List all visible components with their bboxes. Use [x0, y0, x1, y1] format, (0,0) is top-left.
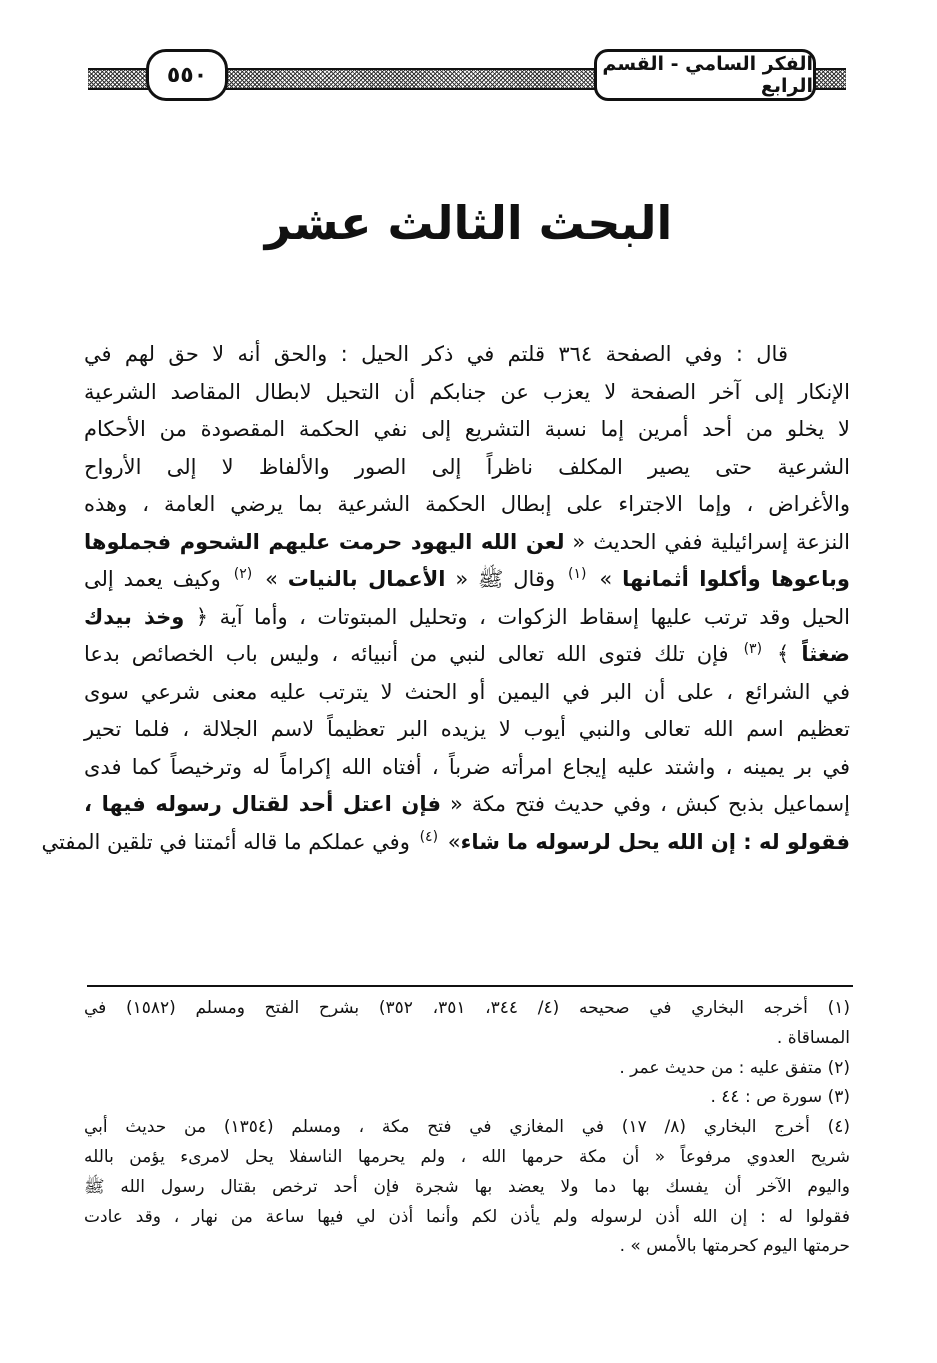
footnote-ref[interactable]: (٤): [419, 828, 439, 845]
running-title: الفكر السامي - القسم الرابع: [594, 49, 816, 101]
footnote-ref[interactable]: (١): [568, 566, 587, 582]
quote-mark: »: [265, 567, 278, 591]
footnote-ref[interactable]: (٢): [233, 566, 253, 582]
body-line: [84, 524, 850, 562]
hadith-quote: فإن اعتل أحد لقتال رسوله فيها ،: [84, 792, 441, 816]
footnote-3: (٣) سورة ص : ٤٤ .: [710, 1087, 850, 1108]
footnote-separator: [87, 985, 853, 987]
hadith-quote: فقولو له : إن الله يحل لرسوله ما شاء: [460, 829, 850, 854]
body-line: والأغراض ، وإما الاجتراء على إبطال الحكمة الشرعية بما يرضي العامة ، وهذه: [84, 492, 850, 516]
quran-quote: وخذ بيدك: [84, 604, 185, 629]
footnote-4-cont: فقولوا له : إن الله أذن لرسوله ولم يأذن لكم وأنما أذن لي فيها ساعة من نهار ، وقد عادت: [84, 1206, 850, 1227]
hadith-quote: الأعمال بالنيات: [287, 567, 446, 591]
footnote-4-cont: شريح العدوي مرفوعاً « أن مكة حرمها الله ، ولم يحرمها الناسفلا يحل لامرىء يؤمن بالله: [84, 1146, 850, 1167]
quote-mark: ﴾: [777, 642, 790, 666]
page-number: ٥٥٠: [146, 49, 228, 101]
body-text-run: وقال ﷺ «: [455, 567, 556, 591]
body-line: قال : وفي الصفحة ٣٦٤ قلتم في ذكر الحيل : والحق أنه لا حق لهم في: [84, 342, 788, 366]
footnote-4-cont: حرمتها اليوم كحرمتها بالأمس » .: [619, 1236, 850, 1257]
footnote-4: (٤) أخرج البخاري (٨/ ١٧) في المغازي في فتح مكة ، ومسلم (١٣٥٤) من حديث أبي: [84, 1117, 851, 1138]
body-paragraph: [41, 336, 850, 861]
body-line: في بر يمينه ، واشتد عليه إيجاع امرأته ضرباً ، أفتاه الله إكراماً له وترخيصاً كما فدى: [84, 754, 850, 779]
page-header: [88, 44, 846, 108]
footnote-ref[interactable]: (٣): [743, 641, 763, 657]
quote-mark: »: [599, 567, 613, 591]
footnote-1-cont: المساقاة .: [776, 1027, 850, 1048]
footnotes: [84, 994, 850, 1262]
footnote-4-cont: واليوم الآخر أن يفسك بها دما ولا يعضد بها شجرة فإن أحد ترخص بقتال رسول الله ﷺ: [84, 1176, 850, 1197]
hadith-quote: لعن الله اليهود حرمت عليهم الشحوم فجملوها: [84, 529, 565, 554]
body-line: [84, 786, 850, 824]
body-line: الإنكار إلى آخر الصفحة لا يعزب عن جنابكم أن التحيل لابطال المقاصد الشرعية: [84, 379, 850, 404]
body-line: [84, 561, 850, 599]
body-line: لا يخلو من أحد أمرين إما نسبة التشريع إلى نفي الحكمة المقصودة من الأحكام: [84, 417, 850, 441]
body-line: في الشرائع ، على أن البر في اليمين أو الحنث لا يترتب عليه معنى شرعي سوى: [84, 679, 850, 704]
quote-mark: »: [447, 829, 461, 854]
body-text-run: فإن تلك فتوى الله تعالى لنبي من أنبيائه ، وليس باب الخصائص بدعا: [84, 642, 729, 666]
quran-quote: ضغثاً: [801, 642, 850, 666]
hadith-quote: وباعوها وأكلوا أثمانها: [622, 567, 850, 591]
body-line: تعظيم اسم الله تعالى والنبي أيوب لا يزيده البر تعظيماً لاسم الجلالة ، فلما تحير: [84, 717, 850, 741]
body-text-run: النزعة إسرائيلية ففي الحديث «: [572, 529, 850, 554]
body-text-run: إسماعيل بذبح كبش ، وفي حديث فتح مكة «: [450, 792, 850, 816]
body-line: [84, 599, 850, 637]
body-text-run: وكيف يعمد إلى: [84, 567, 221, 591]
body-line: [41, 824, 850, 862]
chapter-heading: البحث الثالث عشر: [264, 196, 673, 250]
footnote-2: (٢) متفق عليه : من حديث عمر .: [619, 1057, 850, 1078]
body-line: [84, 636, 850, 674]
body-text-run: وفي عملكم ما قاله أئمتنا في تلقين المفتي: [41, 829, 410, 854]
footnote-1: (١) أخرجه البخاري في صحيحه (٤/ ٣٤٤، ٣٥١، ٣٥٢) بشرح الفتح ومسلم (١٥٨٢) في: [84, 998, 850, 1018]
body-line: الشرعية حتى يصير المكلف ناظراً إلى الصور والألفاظ لا إلى الأرواح: [84, 454, 850, 479]
body-text-run: الحيل وقد ترتب عليها إسقاط الزكوات ، وتحليل المبتوتات ، وأما آية ﴿: [195, 604, 850, 629]
